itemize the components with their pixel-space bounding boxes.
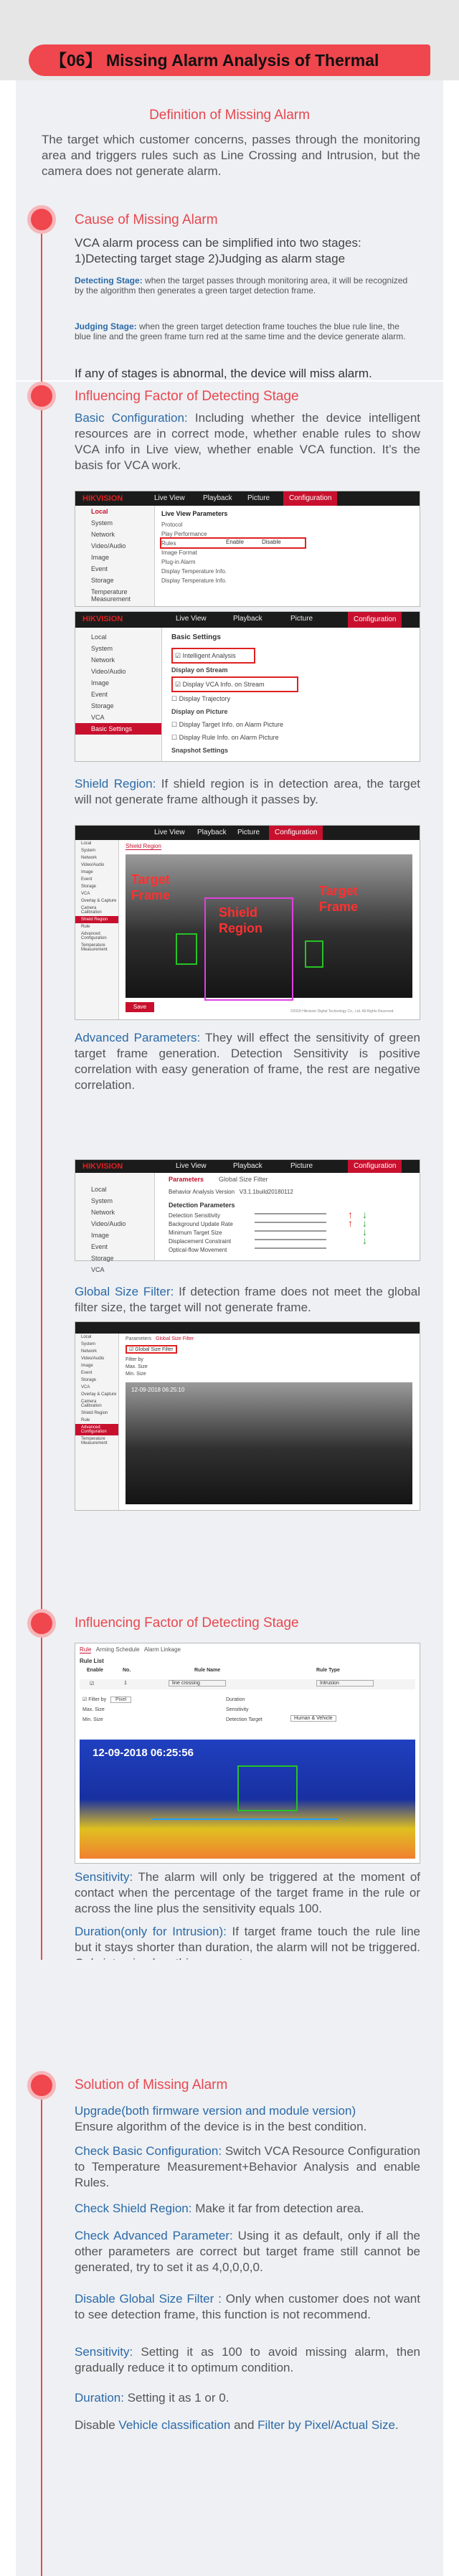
duration-text: Duration(only for Intrusion): If target frame touch the rule line but it stays shorter than duration, the alarm will not be triggered.: [75, 1925, 420, 1954]
solution-title: Solution of Missing Alarm: [75, 2077, 228, 2093]
cause-title: Cause of Missing Alarm: [75, 212, 218, 227]
timeline-line: [41, 219, 42, 391]
shield-region-screenshot: Live View Playback Picture Configuration Local System Network Video/Audio Image Event Storage VCA Overlay & Capture Camera Calibration Shield Region Rule Advanced Configuration Temperature Measurement Shield Region Target Frame Shield Region Target Frame Save ©2018 Hikvision Digital Technology Co., Ltd. All Rights Reserved.: [75, 825, 420, 1020]
thermal-view: 12-09-2018 06:25:56: [80, 1740, 415, 1859]
basic-config-text: Basic Configuration: Including whether the device intelligent resources are in correct mode, whether enable rules to show VCA info in Live view, whether enable VCA function. It’s the basis for VCA work.: [75, 411, 420, 472]
global-size-filter-text: Global Size Filter: If detection frame does not meet the global filter size, the target will not generate frame.: [75, 1285, 420, 1314]
check-basic-text: Check Basic Configuration: Switch VCA Resource Configuration to Temperature Measurement+Behavior Analysis and enable Rules.: [75, 2144, 420, 2189]
detecting-title: Influencing Factor of Detecting Stage: [75, 389, 299, 404]
cause-intro: VCA alarm process can be simplified into two stages: 1)Detecting target stage 2)Judging as alarm stage: [75, 236, 361, 265]
check-shield-text: Check Shield Region: Make it far from detection area.: [75, 2202, 364, 2215]
rule-table-header: Enable No. Rule Name Rule Type: [87, 1668, 340, 1673]
definition-text: The target which customer concerns, passes through the monitoring area and triggers rules such as Line Crossing and Intrusion, but the camera does not generate alarm.: [42, 133, 420, 178]
timeline-line: [41, 1615, 42, 1960]
judging-title: Influencing Factor of Detecting Stage: [75, 1615, 299, 1631]
cause-marker: [31, 209, 52, 230]
shield-region-text: Shield Region: If shield region is in detection area, the target will not generate frame although it passes by.: [75, 777, 421, 806]
page-title: 【06】 Missing Alarm Analysis of Thermal: [50, 51, 379, 70]
solution-duration-text: Duration: Setting it as 1 or 0.: [75, 2391, 230, 2405]
check-advanced-text: Check Advanced Parameter: Using it as default, only if all the other parameters are correct but target frame still cannot be generated, try to set it as 4,0,0,0,0.: [75, 2229, 420, 2274]
advanced-params-text: Advanced Parameters: They will effect the sensitivity of green target frame generation. Detection Sensitivity is positive correlation with easy generation of frame, the rest are negative correlation.: [75, 1031, 421, 1092]
definition-title: Definition of Missing Alarm: [149, 108, 310, 123]
detection-parameters-screenshot: HIKVISION Live View Playback Picture Configuration Parameters Global Size Filter Local System Network Video/Audio Image Event Storage VCA Behavior Analysis Version V3.1.1build20180112 Detection Parameters Detection Sensitivity Background Update Rate Minimum Target Size Displacement Constraint Optical-flow Movement ↑ ↑ ↓ ↓ ↓ ↓: [75, 1159, 420, 1261]
solution-sensitivity-text: Sensitivity: Setting it as 100 to avoid missing alarm, then gradually reduce it to optimum condition.: [75, 2345, 420, 2374]
detecting-marker: [31, 385, 52, 407]
basic-settings-screenshot: HIKVISION Live View Playback Picture Configuration Local System Network Video/Audio Image Event Storage VCA Basic Settings Basic Settings ☑ Intelligent Analysis Display on Stream ☑ Display VCA Info. on Stream ☐ Display Trajectory Display on Picture ☐ Display Target Info. on Alarm Picture ☐ Display Rule Info. on Alarm Picture Snapshot Settings: [75, 611, 420, 762]
global-size-filter-screenshot: Local System Network Video/Audio Image Event Storage VCA Overlay & Capture Camera Calibration Shield Region Rule Advanced Configuration Temperature Measurement Parameters Global Size Filter ☑ Global Size Filter Filter by Max. Size Min. Size 12-09-2018 06:25:10: [75, 1321, 420, 1511]
cause-summary: If any of stages is abnormal, the device will miss alarm.: [75, 367, 372, 380]
judging-stage-text: Judging Stage: when the green target detection frame touches the blue rule line, the blue line and the green frame turn red at the same time and the device generate alarm.: [75, 321, 406, 341]
header-banner: [0, 0, 459, 80]
timeline-line: [41, 2079, 42, 2576]
upgrade-text: Upgrade(both firmware version and module version) Ensure algorithm of the device is in the best condition.: [75, 2104, 367, 2133]
live-view-parameters-screenshot: HIKVISION Live View Playback Picture Configuration Local System Network Video/Audio Image Event Storage Temperature Measurement Live View Parameters Protocol Play Performance Rules Image Format Plug-in Alarm Display Temperature Info. Display Temperature Info. Enable Disable: [75, 491, 420, 607]
save-button[interactable]: Save: [126, 1002, 154, 1012]
table-row[interactable]: ☑ 1 line crossing Intrusion: [80, 1679, 415, 1689]
solution-marker: [31, 2075, 52, 2096]
thermal-view: Target Frame Shield Region Target Frame: [126, 854, 412, 998]
thermal-view: 12-09-2018 06:25:10: [126, 1382, 412, 1504]
timeline-line: [41, 380, 42, 1614]
sensitivity-text: Sensitivity: The alarm will only be triggered at the moment of contact when the percentage of the target frame in the rule or across the line plus the sensitivity equals 100.: [75, 1870, 420, 1915]
detecting-stage-text: Detecting Stage: when the target passes through monitoring area, it will be recognized by the algorithm then generates a green target detection frame.: [75, 275, 408, 296]
param-sliders[interactable]: [255, 1213, 326, 1255]
rule-screenshot: Rule Arming Schedule Alarm Linkage Rule List Enable No. Rule Name Rule Type ☑ 1 line crossing Intrusion ☑ Filter by Pixel Max. Size Min. Size Duration Sensitivity Detection Target Human & Vehicle 12-09-2018 06:25:56: [75, 1643, 420, 1864]
disable-global-text: Disable Global Size Filter : Only when customer does not want to see detection frame, this function is not recommend.: [75, 2292, 420, 2321]
disable-classification-text: Disable Vehicle classification and Filter by Pixel/Actual Size.: [75, 2418, 399, 2432]
judging-marker: [31, 1613, 52, 1634]
